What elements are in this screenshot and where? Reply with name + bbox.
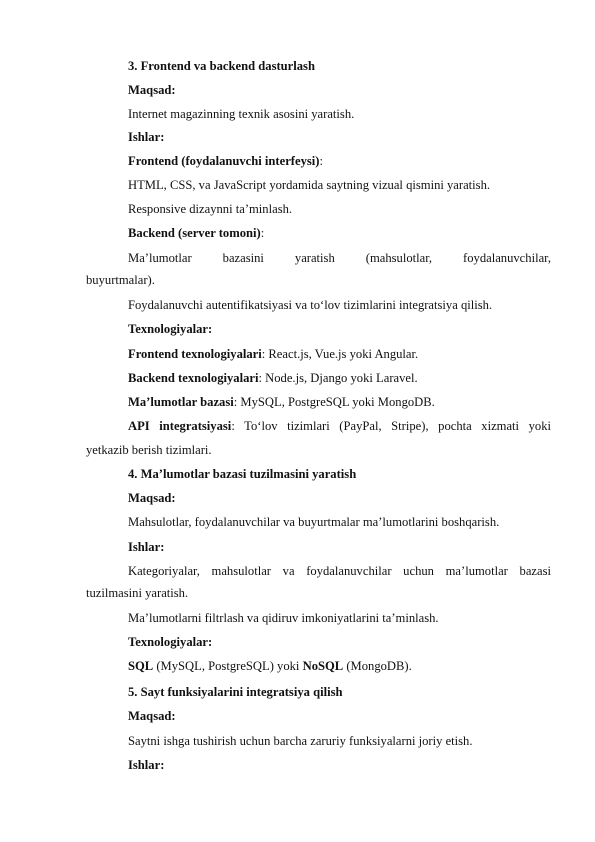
colon: : <box>319 154 323 168</box>
value-text: : To‘lov tizimlari (PayPal, Stripe), pochta xizmati yoki <box>231 419 551 433</box>
value-text: : React.js, Vue.js yoki Angular. <box>261 347 419 361</box>
word: bazasini <box>222 251 264 265</box>
word: (mahsulotlar, <box>365 251 433 265</box>
label-text: API integratsiyasi <box>128 419 232 433</box>
value-text: : MySQL, PostgreSQL yoki MongoDB. <box>233 395 435 409</box>
word: Ma’lumotlar <box>128 251 192 265</box>
section-3-heading <box>128 58 315 74</box>
label-text: Ishlar: <box>128 130 165 144</box>
label-text: Texnologiyalar: <box>128 635 213 649</box>
tech-backend <box>128 370 418 386</box>
label-text: Maqsad: <box>128 491 176 505</box>
tech-frontend <box>128 346 418 362</box>
frontend-item-1: HTML, CSS, va JavaScript yordamida saytning vizual qismini yaratish. <box>128 178 491 192</box>
label-text: Maqsad: <box>128 709 176 723</box>
label-text: Backend texnologiyalari <box>128 371 259 385</box>
label-text: Frontend (foydalanuvchi interfeysi) <box>128 154 320 168</box>
maqsad-text: Internet magazinning texnik asosini yaratish. <box>128 107 355 121</box>
tech-database <box>128 394 435 410</box>
word: foydalanuvchilar, <box>463 251 551 265</box>
label-text: Texnologiyalar: <box>128 322 213 336</box>
word: yaratish <box>294 251 335 265</box>
label-text: Ma’lumotlar bazasi <box>128 395 234 409</box>
frontend-subheading <box>128 153 323 169</box>
ishlar-label <box>128 539 164 555</box>
heading-text: 3. Frontend va backend dasturlash <box>128 59 315 73</box>
database-item-2: Ma’lumotlarni filtrlash va qidiruv imkoniyatlarini ta’minlash. <box>128 611 439 625</box>
section-5-heading <box>128 684 342 700</box>
label-text: Ishlar: <box>128 540 165 554</box>
database-item-1: Kategoriyalar, mahsulotlar va foydalanuvchilar uchun ma’lumotlar bazasi <box>128 564 551 578</box>
ishlar-label <box>128 757 164 773</box>
value-text: (MongoDB). <box>343 659 412 673</box>
tech-api <box>128 418 551 434</box>
maqsad-label <box>128 708 176 724</box>
backend-item-1-continued: buyurtmalar). <box>86 273 155 287</box>
backend-subheading <box>128 225 264 241</box>
label-text: Backend (server tomoni) <box>128 226 261 240</box>
heading-text: 5. Sayt funksiyalarini integratsiya qilish <box>128 685 343 699</box>
frontend-item-2: Responsive dizaynni ta’minlash. <box>128 202 293 216</box>
database-item-1-continued: tuzilmasini yaratish. <box>86 586 189 600</box>
value-text: (MySQL, PostgreSQL) yoki <box>153 659 303 673</box>
texnologiyalar-label <box>128 634 212 650</box>
maqsad-text: Saytni ishga tushirish uchun barcha zaruriy funksiyalarni joriy etish. <box>128 734 473 748</box>
section-4-heading <box>128 466 356 482</box>
colon: : <box>260 226 265 240</box>
tech-database-types <box>128 658 412 674</box>
maqsad-label <box>128 490 176 506</box>
label-text: Maqsad: <box>128 83 176 97</box>
texnologiyalar-label <box>128 321 212 337</box>
ishlar-label <box>128 129 164 145</box>
nosql-label: NoSQL <box>302 659 344 673</box>
maqsad-label <box>128 82 176 98</box>
tech-api-continued: yetkazib berish tizimlari. <box>86 443 212 457</box>
backend-item-1 <box>128 250 551 266</box>
label-text: Ishlar: <box>128 758 165 772</box>
maqsad-text: Mahsulotlar, foydalanuvchilar va buyurtmalar ma’lumotlarini boshqarish. <box>128 515 500 529</box>
backend-item-2: Foydalanuvchi autentifikatsiyasi va to‘lov tizimlarini integratsiya qilish. <box>128 298 493 312</box>
label-text: Frontend texnologiyalari <box>128 347 262 361</box>
heading-text: 4. Ma’lumotlar bazasi tuzilmasini yaratish <box>128 467 357 481</box>
value-text: : Node.js, Django yoki Laravel. <box>258 371 418 385</box>
sql-label: SQL <box>128 659 154 673</box>
